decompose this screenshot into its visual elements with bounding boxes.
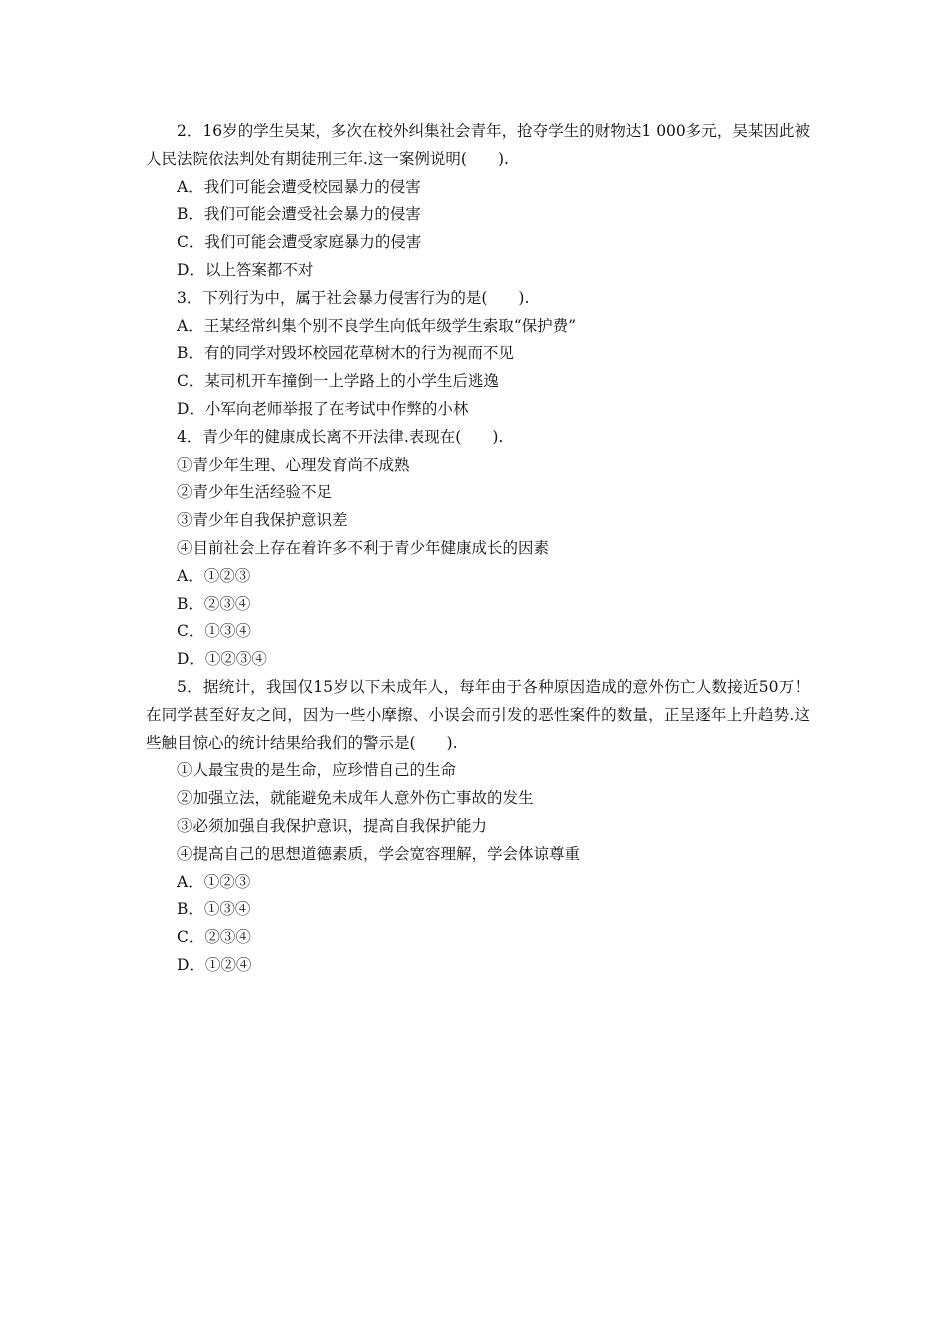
answer-option: C．②③④	[177, 928, 251, 947]
answer-option: D．①②④	[177, 955, 252, 974]
statement-item: ④提高自己的思想道德素质，学会宽容理解，学会体谅尊重	[177, 844, 581, 863]
answer-option: D．小军向老师举报了在考试中作弊的小林	[177, 399, 469, 418]
answer-option: A．我们可能会遭受校园暴力的侵害	[177, 177, 421, 196]
statement-item: ④目前社会上存在着许多不利于青少年健康成长的因素	[177, 538, 550, 557]
document-page	[146, 118, 810, 980]
answer-option: D．①②③④	[177, 650, 267, 669]
question-stem: 4．青少年的健康成长离不开法律.表现在( ).	[177, 427, 504, 446]
answer-option: B．有的同学对毁坏校园花草树木的行为视而不见	[177, 344, 514, 363]
answer-option: D．以上答案都不对	[177, 260, 314, 279]
answer-option: C．我们可能会遭受家庭暴力的侵害	[177, 233, 422, 252]
answer-option: C．某司机开车撞倒一上学路上的小学生后逃逸	[177, 372, 499, 391]
answer-option: B．我们可能会遭受社会暴力的侵害	[177, 205, 421, 224]
statement-item: ③必须加强自我保护意识，提高自我保护能力	[177, 816, 488, 835]
statement-item: ①青少年生理、心理发育尚不成熟	[177, 455, 410, 474]
question-5	[146, 674, 810, 980]
answer-option: C．①③④	[177, 622, 251, 641]
answer-option: A．①②③	[177, 872, 251, 891]
answer-option: B．②③④	[177, 594, 251, 613]
answer-option: B．①③④	[177, 900, 251, 919]
statement-item: ②青少年生活经验不足	[177, 483, 333, 502]
question-4	[146, 424, 810, 674]
answer-option: A．王某经常纠集个别不良学生向低年级学生索取“保护费”	[177, 316, 577, 335]
question-stem: 2．16岁的学生吴某，多次在校外纠集社会青年，抢夺学生的财物达1 000多元，吴某因此被人民法院依法判处有期徒刑三年.这一案例说明( ).	[146, 122, 810, 168]
question-stem: 3．下列行为中，属于社会暴力侵害行为的是( ).	[177, 288, 530, 307]
answer-option: A．①②③	[177, 566, 251, 585]
question-stem: 5．据统计，我国仅15岁以下未成年人，每年由于各种原因造成的意外伤亡人数接近50万！在同学甚至好友之间，因为一些小摩擦、小误会而引发的恶性案件的数量，正呈逐年上升趋势.这些触目惊心的统计结果给我们的警示是( ).	[146, 677, 810, 752]
statement-item: ①人最宝贵的是生命，应珍惜自己的生命	[177, 761, 457, 780]
statement-item: ②加强立法，就能避免未成年人意外伤亡事故的发生	[177, 789, 534, 808]
question-3	[146, 285, 810, 424]
statement-item: ③青少年自我保护意识差	[177, 511, 348, 530]
question-2	[146, 118, 810, 285]
